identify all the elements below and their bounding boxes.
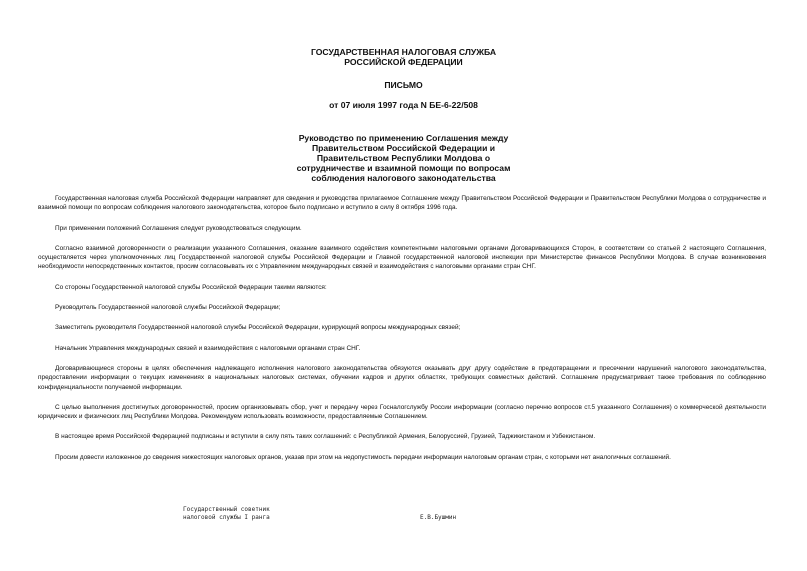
signatory-position <box>183 506 270 522</box>
signatory-name: Е.В.Бушмин <box>420 514 457 521</box>
paragraph: Согласно взаимной договоренности о реализации указанного Соглашения, оказание взаимного содействия компетентными налоговыми органами Договаривающихся Сторон, в соответствии со статьей 2 настоящего Соглашения, осуществляется через уполномоченных лиц Государственной налоговой службы Российской Федерации и Главной государственной налоговой инспекции при Министерстве финансов Республики Молдова. В случае возникновения необходимости непосредственных контактов, просим согласовывать их с Управлением международных связей и взаимодействия с налоговыми органами стран СНГ. <box>38 244 766 271</box>
issuing-agency <box>0 47 807 67</box>
agency-line-2: РОССИЙСКОЙ ФЕДЕРАЦИИ <box>344 57 463 67</box>
signatory-position-line-2: налоговой службы I ранга <box>183 514 270 521</box>
document-title <box>0 133 807 183</box>
paragraph: Со стороны Государственной налоговой службы Российской Федерации такими являются: <box>55 283 327 291</box>
title-line: соблюдения налогового законодательства <box>311 173 496 183</box>
paragraph: Просим довести изложенное до сведения нижестоящих налоговых органов, указав при этом на недопустимость передачи информации налоговым органам стран, с которыми нет аналогичных соглашений. <box>55 453 671 461</box>
document-type: ПИСЬМО <box>384 80 423 90</box>
paragraph: Начальник Управления международных связей и взаимодействия с налоговыми органами стран СНГ. <box>55 344 361 352</box>
paragraph: При применении положений Соглашения следует руководствоваться следующим. <box>55 224 302 232</box>
paragraph: Руководитель Государственной налоговой службы Российской Федерации; <box>55 304 281 312</box>
signatory-position-line-1: Государственный советник <box>183 506 270 513</box>
title-line: сотрудничестве и взаимной помощи по вопросам <box>296 163 511 173</box>
document-date-number: от 07 июля 1997 года N БЕ-6-22/508 <box>329 100 478 110</box>
title-line: Правительством Российской Федерации и <box>311 143 496 153</box>
paragraph: В настоящее время Российской Федерацией подписаны и вступили в силу пять таких соглашений: с Республикой Армения, Белоруссией, Грузией, Таджикистаном и Узбекистаном. <box>55 433 596 441</box>
paragraph: Договаривающиеся стороны в целях обеспечения надлежащего исполнения налогового законодательства обязуются оказывать друг другу содействие в предотвращении и пресечении нарушений налогового законодательства, предоставлении информации о текущих изменениях в национальных налоговых системах, обучении кадров и других областях, требующих совместных действий. Соглашение предусматривает также требования по соблюдению конфиденциальности получаемой информации. <box>38 364 766 391</box>
agency-line-1: ГОСУДАРСТВЕННАЯ НАЛОГОВАЯ СЛУЖБА <box>310 47 497 57</box>
title-line: Руководство по применению Соглашения между <box>298 133 509 143</box>
paragraph: Заместитель руководителя Государственной налоговой службы Российской Федерации, курирующий вопросы международных связей; <box>55 324 461 332</box>
title-line: Правительством Республики Молдова о <box>316 153 491 163</box>
paragraph: Государственная налоговая служба Российской Федерации направляет для сведения и руководства прилагаемое Соглашение между Правительством Российской Федерации и Правительством Республики Молдова о сотрудничестве и взаимной помощи по вопросам соблюдения налогового законодательства, которое было подписано и вступило в силу 8 октября 1996 года. <box>38 195 766 212</box>
paragraph: С целью выполнения достигнутых договоренностей, просим организовывать сбор, учет и передачу через Госналогслужбу России информации (согласно перечню вопросов ст.5 указанного Соглашения) о коммерческой деятельности юридических и физических лиц Республики Молдова. Рекомендуем использовать возможности, предоставляемые Соглашением. <box>38 403 766 421</box>
letter-body <box>38 194 766 473</box>
